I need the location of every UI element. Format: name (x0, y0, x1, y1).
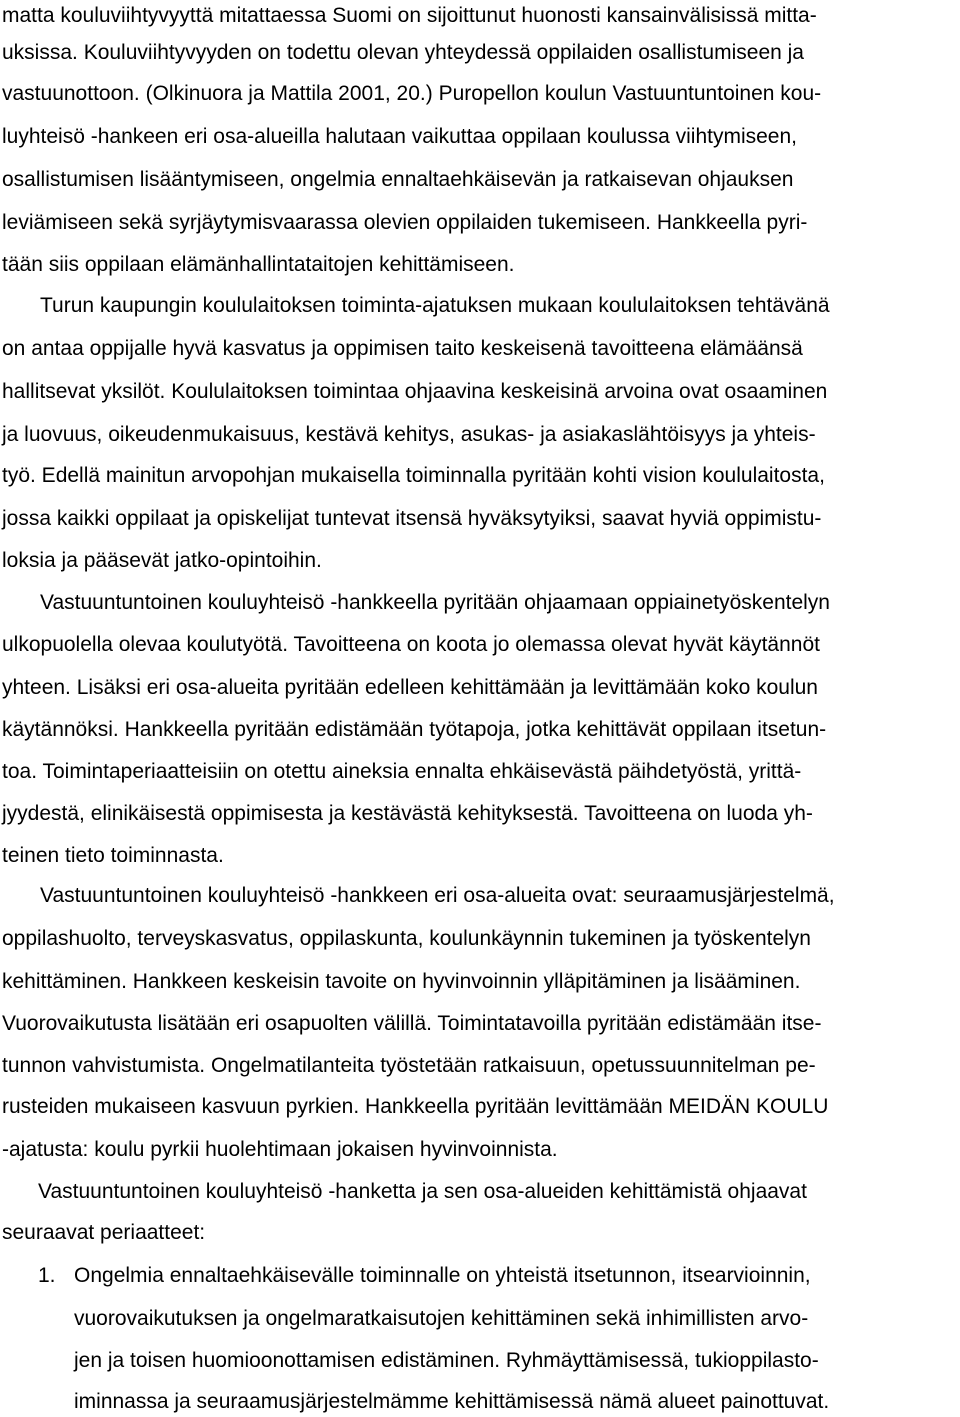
text-line: tään siis oppilaan elämänhallintataitojen kehittämiseen. (2, 253, 515, 276)
text-line: teinen tieto toiminnasta. (2, 844, 224, 867)
text-line: yhteen. Lisäksi eri osa-alueita pyritään edelleen kehittämään ja levittämään koko koulun (2, 676, 818, 699)
text-line: Turun kaupungin koululaitoksen toiminta-ajatuksen mukaan koululaitoksen tehtävänä (40, 294, 830, 317)
text-line: uksissa. Kouluviihtyvyyden on todettu olevan yhteydessä oppilaiden osallistumiseen ja (2, 41, 804, 64)
text-line: käytännöksi. Hankkeella pyritään edistämään työtapoja, jotka kehittävät oppilaan itsetun- (2, 718, 827, 741)
text-line: oppilashuolto, terveyskasvatus, oppilaskunta, koulunkäynnin tukeminen ja työskentelyn (2, 927, 811, 950)
text-line: leviämiseen sekä syrjäytymisvaarassa olevien oppilaiden tukemiseen. Hankkeella pyri- (2, 211, 808, 234)
text-line: jen ja toisen huomioonottamisen edistäminen. Ryhmäyttämisessä, tukioppilasto- (74, 1349, 819, 1372)
text-line: Vuorovaikutusta lisätään eri osapuolten välillä. Toimintatavoilla pyritään edistämään itse- (2, 1012, 822, 1035)
list-item-number: 1. (38, 1264, 56, 1287)
text-line: -ajatusta: koulu pyrkii huolehtimaan jokaisen hyvinvoinnista. (2, 1138, 558, 1161)
text-line: seuraavat periaatteet: (2, 1221, 206, 1244)
text-line: toa. Toimintaperiaatteisiin on otettu aineksia ennalta ehkäisevästä päihdetyöstä, yrittä- (2, 760, 802, 783)
text-line: matta kouluviihtyvyyttä mitattaessa Suomi on sijoittunut huonosti kansainvälisissä mitta- (2, 4, 817, 27)
text-line: Ongelmia ennaltaehkäisevälle toiminnalle on yhteistä itsetunnon, itsearvioinnin, (74, 1264, 811, 1287)
text-line: tunnon vahvistumista. Ongelmatilanteita työstetään ratkaisuun, opetussuunnitelman pe- (2, 1054, 816, 1077)
text-line: ulkopuolella olevaa koulutyötä. Tavoitteena on koota jo olemassa olevat hyvät käytännöt (2, 633, 820, 656)
text-line: ja luovuus, oikeudenmukaisuus, kestävä kehitys, asukas- ja asiakaslähtöisyys ja yhteis- (2, 423, 816, 446)
text-line: iminnassa ja seuraamusjärjestelmämme kehittämisessä nämä alueet painottuvat. (74, 1390, 830, 1413)
text-line: osallistumisen lisääntymiseen, ongelmia ennaltaehkäisevän ja ratkaisevan ohjauksen (2, 168, 794, 191)
text-line: Vastuuntuntoinen kouluyhteisö -hanketta ja sen osa-alueiden kehittämistä ohjaavat (38, 1180, 807, 1203)
text-line: jyydestä, elinikäisestä oppimisesta ja kestävästä kehityksestä. Tavoitteena on luoda yh- (2, 802, 813, 825)
text-line: rusteiden mukaiseen kasvuun pyrkien. Hankkeella pyritään levittämään MEIDÄN KOULU (2, 1095, 829, 1118)
text-line: luyhteisö -hankeen eri osa-alueilla halutaan vaikuttaa oppilaan koulussa viihtymiseen, (2, 125, 797, 148)
text-line: vastuunottoon. (Olkinuora ja Mattila 2001, 20.) Puropellon koulun Vastuuntuntoinen kou- (2, 82, 822, 105)
text-line: jossa kaikki oppilaat ja opiskelijat tuntevat itsensä hyväksytyiksi, saavat hyviä oppimistu- (2, 507, 822, 530)
text-line: työ. Edellä mainitun arvopohjan mukaisella toiminnalla pyritään kohti vision koululaitosta, (2, 464, 825, 487)
text-line: vuorovaikutuksen ja ongelmaratkaisutojen kehittäminen sekä inhimillisten arvo- (74, 1307, 809, 1330)
text-line: kehittäminen. Hankkeen keskeisin tavoite on hyvinvoinnin ylläpitäminen ja lisääminen. (2, 970, 801, 993)
text-line: Vastuuntuntoinen kouluyhteisö -hankkeella pyritään ohjaamaan oppiainetyöskentelyn (40, 591, 830, 614)
text-line: hallitsevat yksilöt. Koululaitoksen toimintaa ohjaavina keskeisinä arvoina ovat osaaminen (2, 380, 828, 403)
text-line: Vastuuntuntoinen kouluyhteisö -hankkeen eri osa-alueita ovat: seuraamusjärjestelmä, (40, 884, 835, 907)
text-line: loksia ja pääsevät jatko-opintoihin. (2, 549, 322, 572)
text-line: on antaa oppijalle hyvä kasvatus ja oppimisen taito keskeisenä tavoitteena elämäänsä (2, 337, 803, 360)
